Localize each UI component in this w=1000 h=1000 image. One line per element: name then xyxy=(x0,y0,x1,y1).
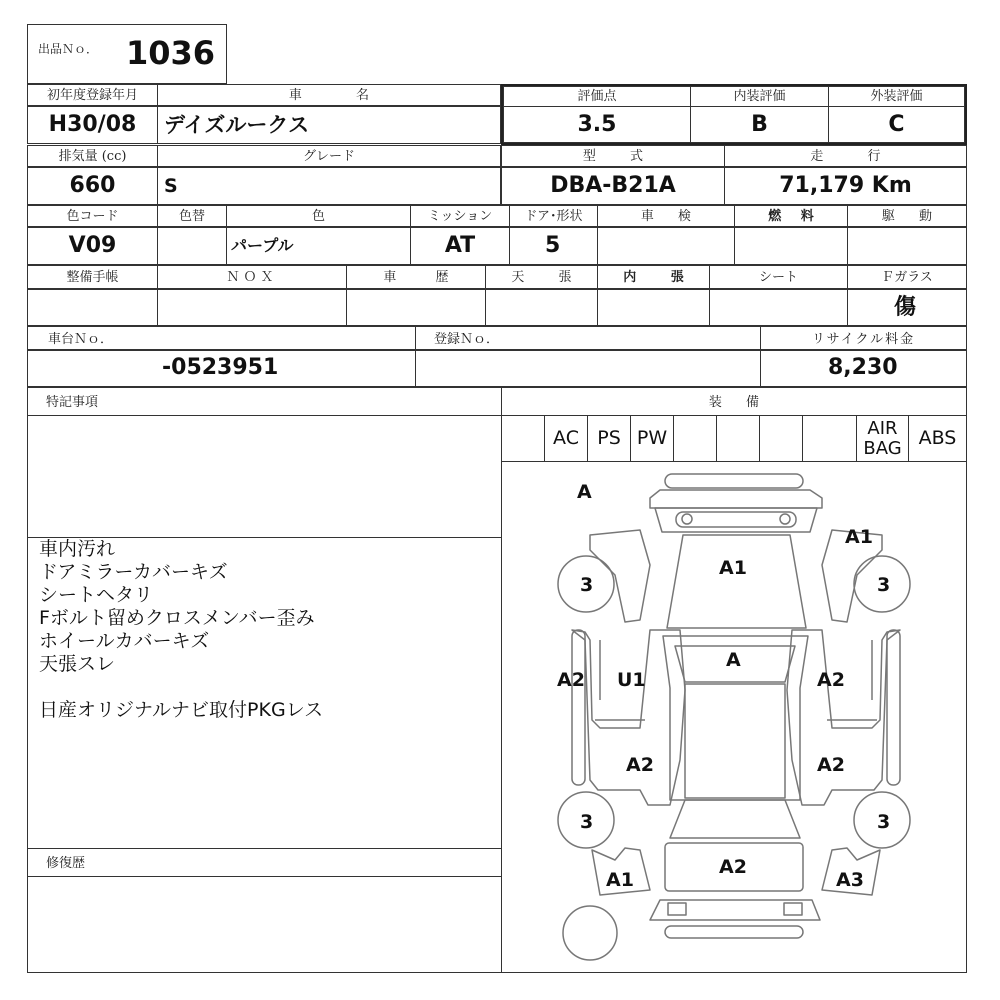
fuel-label-cell xyxy=(734,205,848,227)
note-line: シートヘタリ xyxy=(39,584,154,606)
grade-label-cell xyxy=(157,145,501,167)
chassis-label: 車台Ｎｏ． xyxy=(48,332,114,347)
equipment-cell-ac xyxy=(544,415,588,462)
exterior-label: 外装評価 xyxy=(870,89,923,104)
displacement-label-cell xyxy=(27,145,158,167)
displacement-value: 660 xyxy=(69,173,116,198)
grade-label: グレード xyxy=(302,149,355,164)
registration-label-cell xyxy=(27,84,158,106)
inner-trim-label-cell xyxy=(597,265,710,289)
displacement-value-cell xyxy=(27,167,158,205)
recycle-fee-label-cell xyxy=(760,326,967,350)
mark-right-rear-door: A2 xyxy=(817,754,845,776)
mark-left-pillar: A2 xyxy=(557,669,585,691)
registration-label: 初年度登録年月 xyxy=(46,88,138,103)
grade-value-cell xyxy=(157,167,501,205)
note-line xyxy=(39,676,323,699)
model-label: 型 式 xyxy=(582,149,644,164)
seat-label: シート xyxy=(758,270,798,285)
equipment-cell-pw xyxy=(630,415,674,462)
grade-value: S xyxy=(164,175,178,197)
note-line: Fボルト留めクロスメンバー歪み xyxy=(39,607,315,629)
door-value: 5 xyxy=(545,233,561,258)
equipment-abs: ABS xyxy=(918,427,957,449)
mark-front-bumper: A xyxy=(577,481,592,503)
recycle-fee-value: 8,230 xyxy=(828,355,898,380)
exterior-value: C xyxy=(888,112,905,137)
mileage-value-cell xyxy=(724,167,967,205)
color-code-value-cell xyxy=(27,227,158,265)
mark-front-right-tire: 3 xyxy=(877,574,891,596)
mileage-label-cell xyxy=(724,145,967,167)
mileage-label: 走 行 xyxy=(810,149,881,164)
car-history-label: 車 歴 xyxy=(383,270,449,285)
repair-history-label-cell xyxy=(27,848,502,877)
recycle-fee-value-cell xyxy=(760,350,967,387)
car-history-value-cell xyxy=(346,289,486,326)
mark-rear-gate: A2 xyxy=(719,856,747,878)
model-value: DBA-B21A xyxy=(550,173,676,198)
lot-number-label: 出品Ｎｏ． xyxy=(38,42,99,56)
registration-no-label-cell xyxy=(415,326,761,350)
front-glass-label-cell xyxy=(847,265,967,289)
note-line: ホイールカバーキズ xyxy=(39,630,210,652)
door-label: ドア･形状 xyxy=(524,209,583,224)
car-history-label-cell xyxy=(346,265,486,289)
color-code-value: V09 xyxy=(68,233,117,258)
inspection-label: 車 検 xyxy=(640,209,692,224)
exterior-label-cell xyxy=(828,86,965,107)
notes-label-cell xyxy=(27,387,502,416)
fuel-value-cell xyxy=(734,227,848,265)
equipment-pw: PW xyxy=(636,427,668,449)
front-glass-value: 傷 xyxy=(894,294,917,320)
registration-no-label: 登録Ｎｏ． xyxy=(434,332,500,347)
mark-left-rear-quarter: A1 xyxy=(606,869,634,891)
front-glass-label: Ｆガラス xyxy=(881,270,933,285)
mission-label: ミッション xyxy=(427,209,493,224)
chassis-label-cell xyxy=(27,326,416,350)
equipment-label-cell xyxy=(501,387,967,416)
mark-rear-right-tire: 3 xyxy=(877,811,891,833)
mark-right-rear-quarter: A3 xyxy=(836,869,864,891)
lot-number-box xyxy=(27,24,227,84)
note-line: 日産オリジナルナビ取付PKGレス xyxy=(39,699,324,721)
equipment-cell xyxy=(673,415,717,462)
equipment-cell xyxy=(501,415,545,462)
maintenance-book-label: 整備手帳 xyxy=(66,270,119,285)
maintenance-book-label-cell xyxy=(27,265,158,289)
mark-left-front-door: U1 xyxy=(617,669,646,691)
equipment-ps: PS xyxy=(597,427,621,449)
inner-trim-label: 内 張 xyxy=(623,270,684,285)
interior-value: B xyxy=(751,112,768,137)
repair-history-area xyxy=(27,876,502,973)
registration-no-value-cell xyxy=(415,350,761,387)
equipment-label: 装 備 xyxy=(708,395,760,410)
maintenance-book-value-cell xyxy=(27,289,158,326)
drive-label: 駆 動 xyxy=(881,209,933,224)
ceiling-label-cell xyxy=(485,265,598,289)
equipment-cell xyxy=(802,415,857,462)
notes-list xyxy=(39,538,323,722)
drive-value-cell xyxy=(847,227,967,265)
car-diagram-area xyxy=(501,461,967,973)
nox-value-cell xyxy=(157,289,347,326)
equipment-cell-abs xyxy=(908,415,967,462)
nox-label: ＮＯＸ xyxy=(226,270,278,285)
note-line: 天張スレ xyxy=(39,653,116,675)
inspection-label-cell xyxy=(597,205,735,227)
chassis-value: -0523951 xyxy=(162,355,279,380)
color-value: パープル xyxy=(231,236,294,255)
drive-label-cell xyxy=(847,205,967,227)
mark-roof: A xyxy=(726,649,741,671)
car-name-label-cell xyxy=(157,84,501,106)
mark-right-front-fender: A1 xyxy=(845,526,873,548)
mark-front-left-tire: 3 xyxy=(580,574,594,596)
mileage-value: 71,179 Km xyxy=(779,173,912,198)
recycle-fee-label: リサイクル料金 xyxy=(811,332,916,347)
score-value-cell xyxy=(503,106,691,143)
nox-label-cell xyxy=(157,265,347,289)
mark-left-rear-door: A2 xyxy=(626,754,654,776)
door-value-cell xyxy=(509,227,598,265)
door-label-cell xyxy=(509,205,598,227)
equipment-cell xyxy=(716,415,760,462)
car-name-value: デイズルークス xyxy=(164,113,310,137)
lot-number-value: 1036 xyxy=(126,34,216,72)
score-value: 3.5 xyxy=(577,112,617,137)
color-code-label: 色コード xyxy=(66,209,119,224)
score-label-cell xyxy=(503,86,691,107)
ceiling-value-cell xyxy=(485,289,598,326)
repaint-value-cell xyxy=(157,227,227,265)
inner-trim-value-cell xyxy=(597,289,710,326)
interior-label: 内装評価 xyxy=(733,89,786,104)
front-glass-value-cell xyxy=(847,289,967,326)
model-value-cell xyxy=(501,167,725,205)
registration-value: H30/08 xyxy=(48,112,137,137)
note-line: ドアミラーカバーキズ xyxy=(39,561,228,583)
seat-label-cell xyxy=(709,265,848,289)
equipment-cell-airbag xyxy=(856,415,909,462)
car-name-label: 車 名 xyxy=(288,88,370,103)
mission-value: AT xyxy=(444,233,476,258)
repaint-label: 色替 xyxy=(178,209,205,224)
mark-right-front-door: A2 xyxy=(817,669,845,691)
interior-value-cell xyxy=(690,106,829,143)
note-line: 車内汚れ xyxy=(39,538,116,560)
color-value-cell xyxy=(226,227,411,265)
fuel-label: 燃 料 xyxy=(768,209,814,224)
color-label: 色 xyxy=(311,209,325,224)
score-label: 評価点 xyxy=(577,89,617,104)
registration-value-cell xyxy=(27,106,158,144)
inspection-value-cell xyxy=(597,227,735,265)
equipment-ac: AC xyxy=(553,427,579,449)
mission-value-cell xyxy=(410,227,510,265)
model-label-cell xyxy=(501,145,725,167)
interior-label-cell xyxy=(690,86,829,107)
chassis-value-cell xyxy=(27,350,416,387)
exterior-value-cell xyxy=(828,106,965,143)
car-name-value-cell xyxy=(157,106,501,144)
equipment-cell-ps xyxy=(587,415,631,462)
seat-value-cell xyxy=(709,289,848,326)
repaint-label-cell xyxy=(157,205,227,227)
equipment-cell xyxy=(759,415,803,462)
ceiling-label: 天 張 xyxy=(511,270,572,285)
color-code-label-cell xyxy=(27,205,158,227)
equipment-airbag: AIR BAG xyxy=(863,418,902,459)
displacement-label: 排気量 (cc) xyxy=(58,149,127,164)
notes-label: 特記事項 xyxy=(46,395,99,410)
repair-history-label: 修復歴 xyxy=(46,856,86,871)
color-label-cell xyxy=(226,205,411,227)
mission-label-cell xyxy=(410,205,510,227)
mark-rear-left-tire: 3 xyxy=(580,811,594,833)
mark-hood: A1 xyxy=(719,557,747,579)
